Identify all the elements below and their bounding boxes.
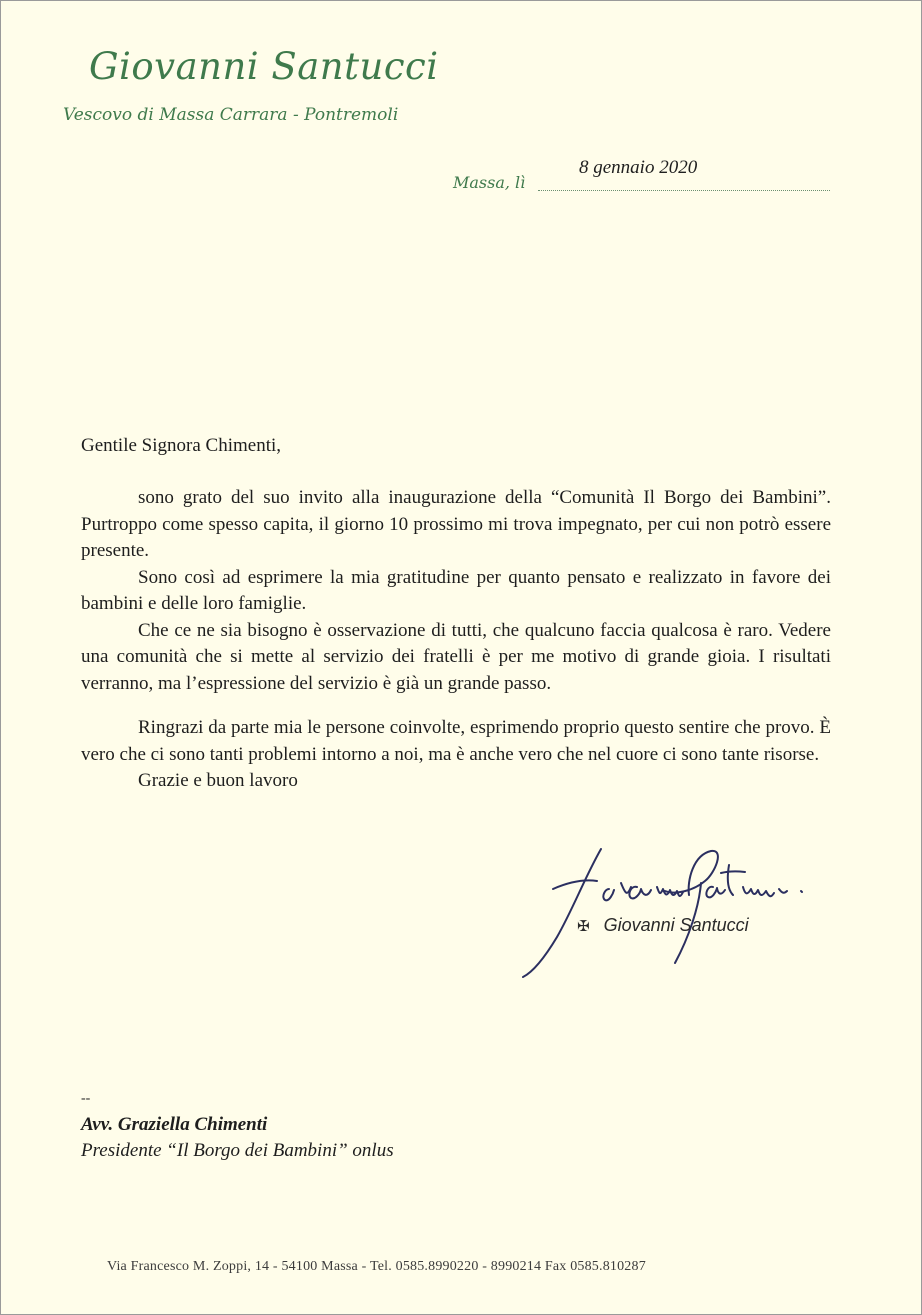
letterhead-name: Giovanni Santucci bbox=[89, 45, 439, 88]
salutation: Gentile Signora Chimenti, bbox=[81, 435, 282, 456]
separator: -- bbox=[81, 1091, 91, 1106]
paragraph-4: Ringrazi da parte mia le persone coinvolte, esprimendo proprio questo sentire che provo. È vero che ci sono tanti problemi intorno a noi, ma è anche vero che nel cuore ci sono tante risorse. bbox=[81, 717, 831, 765]
signer-name: Giovanni Santucci bbox=[603, 915, 749, 935]
footer-address: Via Francesco M. Zoppi, 14 - 54100 Massa - Tel. 0585.8990220 - 8990214 Fax 0585.810287 bbox=[107, 1259, 646, 1274]
paragraph-5: Grazie e buon lavoro bbox=[138, 770, 298, 791]
date-value: 8 gennaio 2020 bbox=[579, 157, 698, 178]
bishop-cross-icon: ✠ bbox=[577, 918, 590, 935]
letterhead-title: Vescovo di Massa Carrara - Pontremoli bbox=[63, 105, 399, 125]
paragraph-2: Sono così ad esprimere la mia gratitudine per quanto pensato e realizzato in favore dei bambini e delle loro famiglie. bbox=[81, 566, 831, 614]
signer-name-line bbox=[577, 915, 749, 936]
letter-body bbox=[81, 485, 831, 795]
date-underline bbox=[538, 190, 830, 191]
recipient-name: Avv. Graziella Chimenti bbox=[81, 1114, 268, 1135]
paragraph-3: Che ce ne sia bisogno è osservazione di tutti, che qualcuno faccia qualcosa è raro. Vedere una comunità che si mette al servizio dei fratelli è per me motivo di grande gioia. I risultati verranno, ma l’espressione del servizio è già un grande passo. bbox=[81, 619, 831, 694]
handwritten-signature bbox=[513, 837, 843, 987]
paragraph-1: sono grato del suo invito alla inaugurazione della “Comunità Il Borgo dei Bambini”. Purtroppo come spesso capita, il giorno 10 prossimo mi trova impegnato, per cui non potrò essere presente. bbox=[81, 487, 831, 561]
date-label: Massa, lì bbox=[453, 173, 526, 192]
recipient-title: Presidente “Il Borgo dei Bambini” onlus bbox=[81, 1140, 394, 1161]
